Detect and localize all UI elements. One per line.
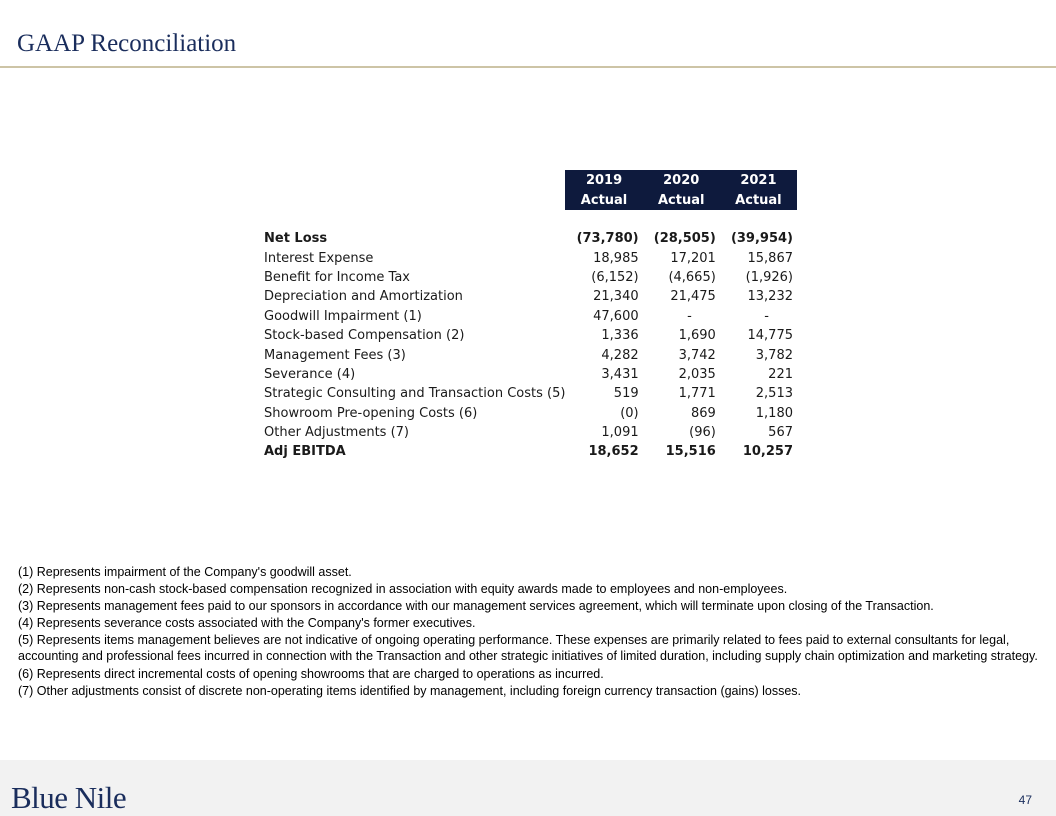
table-row-stock-comp <box>257 326 797 345</box>
table-row-showroom-costs <box>257 404 797 423</box>
cell-value: 15,867 <box>747 250 793 266</box>
cell-value: (73,780) <box>576 231 639 247</box>
cell-value: 869 <box>690 405 716 421</box>
table-row-management-fees <box>257 345 797 364</box>
table-row-income-tax <box>257 268 797 287</box>
header-row-years <box>257 170 797 190</box>
table-row-other-adjustments <box>257 423 797 442</box>
table-row-interest-expense <box>257 248 797 267</box>
row-label: Depreciation and Amortization <box>264 289 463 305</box>
cell-value: - <box>764 308 769 324</box>
footnote: (4) Represents severance costs associated with the Company's former executives. <box>18 616 476 631</box>
cell-value: 10,257 <box>742 444 793 460</box>
column-header-label: Actual <box>643 190 720 210</box>
page-title: GAAP Reconciliation <box>17 30 237 57</box>
cell-value: (39,954) <box>730 231 793 247</box>
cell-value: 13,232 <box>747 289 793 305</box>
cell-value: - <box>687 308 692 324</box>
row-label: Benefit for Income Tax <box>264 269 410 285</box>
column-header-year: 2021 <box>720 170 797 190</box>
footnote: (3) Represents management fees paid to our sponsors in accordance with our management services agreement, which will terminate upon closing of the Transaction. <box>18 599 934 614</box>
cell-value: 221 <box>768 366 793 382</box>
cell-value: (6,152) <box>591 269 639 285</box>
row-label: Management Fees (3) <box>264 347 406 363</box>
cell-value: (1,926) <box>745 269 793 285</box>
column-header-year: 2019 <box>565 170 642 190</box>
header-blank <box>257 190 565 210</box>
header-row-labels <box>257 190 797 210</box>
table-row-goodwill <box>257 307 797 326</box>
cell-value: 1,771 <box>678 386 716 402</box>
table-spacer <box>257 210 797 229</box>
table-row-net-loss <box>257 229 797 248</box>
cell-value: 3,431 <box>601 366 639 382</box>
cell-value: 47,600 <box>593 308 639 324</box>
table-row-severance <box>257 365 797 384</box>
cell-value: 1,180 <box>755 405 793 421</box>
footnote: (2) Represents non-cash stock-based compensation recognized in association with equity awards made to employees and non-employees. <box>18 582 788 597</box>
cell-value: (4,665) <box>668 269 716 285</box>
cell-value: 18,652 <box>588 444 639 460</box>
row-label: Stock-based Compensation (2) <box>264 328 465 344</box>
title-divider <box>0 66 1056 68</box>
row-label: Showroom Pre-opening Costs (6) <box>264 405 478 421</box>
column-header-label: Actual <box>565 190 642 210</box>
table-row-strategic-consulting <box>257 384 797 403</box>
footnote: (6) Represents direct incremental costs of opening showrooms that are charged to operations as incurred. <box>18 666 604 681</box>
cell-value: 1,091 <box>601 425 639 441</box>
cell-value: 2,035 <box>678 366 716 382</box>
cell-value: 21,340 <box>593 289 639 305</box>
column-header-year: 2020 <box>643 170 720 190</box>
row-label: Goodwill Impairment (1) <box>264 308 422 324</box>
cell-value: 18,985 <box>593 250 639 266</box>
footnotes <box>18 564 1048 700</box>
footer <box>0 760 1056 816</box>
row-label: Strategic Consulting and Transaction Costs (5) <box>264 386 566 402</box>
table-row-depreciation <box>257 287 797 306</box>
cell-value: (0) <box>620 405 639 421</box>
row-label: Net Loss <box>264 231 328 247</box>
cell-value: 519 <box>613 386 639 402</box>
brand-logo: Blue Nile <box>11 780 127 815</box>
header-blank <box>257 170 565 190</box>
footnote: (7) Other adjustments consist of discrete non-operating items identified by management, including foreign currency transaction (gains) losses. <box>18 683 802 698</box>
cell-value: 3,742 <box>678 347 716 363</box>
cell-value: 15,516 <box>665 444 716 460</box>
cell-value: 4,282 <box>601 347 639 363</box>
cell-value: 17,201 <box>670 250 716 266</box>
cell-value: 567 <box>768 425 793 441</box>
footnote: (1) Represents impairment of the Company's goodwill asset. <box>18 565 352 579</box>
column-header-label: Actual <box>720 190 797 210</box>
row-label: Severance (4) <box>264 366 356 382</box>
reconciliation-table <box>257 170 797 462</box>
page-number: 47 <box>1018 793 1032 807</box>
footnote: (5) Represents items management believes are not indicative of ongoing operating performance. These expenses are primarily related to fees paid to external consultants for legal, accounting and professional fees incurred in connection with the Transaction and other strategic initiatives of limited duration, including supply chain optimization and marketing strategy. <box>18 633 1038 664</box>
cell-value: 1,690 <box>678 328 716 344</box>
cell-value: 14,775 <box>747 328 793 344</box>
row-label: Interest Expense <box>264 250 374 266</box>
row-label: Other Adjustments (7) <box>264 425 409 441</box>
cell-value: 21,475 <box>670 289 716 305</box>
cell-value: 3,782 <box>755 347 793 363</box>
cell-value: (28,505) <box>653 231 716 247</box>
table-row-adj-ebitda <box>257 442 797 461</box>
row-label: Adj EBITDA <box>264 444 346 460</box>
cell-value: 1,336 <box>601 328 639 344</box>
cell-value: 2,513 <box>755 386 793 402</box>
cell-value: (96) <box>689 425 716 441</box>
